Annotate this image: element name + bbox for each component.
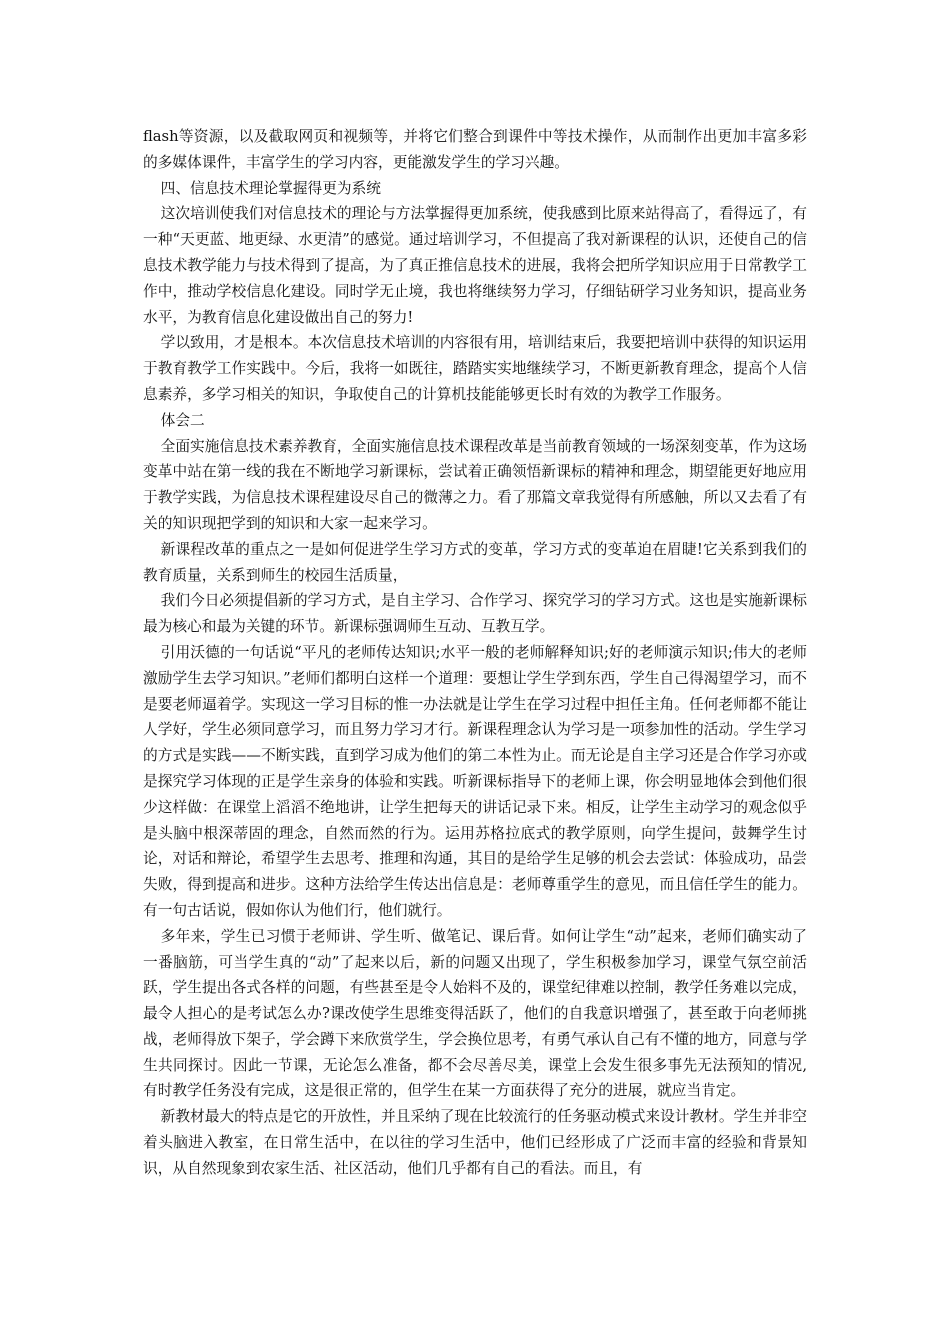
paragraph: 学以致用，才是根本。本次信息技术培训的内容很有用，培训结束后，我要把培训中获得的知识运用于教育教学工作实践中。今后，我将一如既往，踏踏实实地继续学习，不断更新教育理念，提高个人信息素养，多学习相关的知识，争取使自己的计算机技能能够更长时有效的为教学工作服务。 bbox=[143, 334, 807, 403]
paragraph: 新课程改革的重点之一是如何促进学生学习方式的变革，学习方式的变革迫在眉睫!它关系到我们的教育质量，关系到师生的校园生活质量， bbox=[143, 540, 807, 584]
paragraph: 我们今日必须提倡新的学习方式，是自主学习、合作学习、探究学习的学习方式。这也是实施新课标最为核心和最为关键的环节。新课标强调师生互动、互教互学。 bbox=[143, 592, 807, 636]
section-heading-4: 四、信息技术理论掌握得更为系统 bbox=[160, 179, 381, 197]
paragraph: 引用沃德的一句话说“平凡的老师传达知识;水平一般的老师解释知识;好的老师演示知识;伟大的老师激励学生去学习知识。”老师们都明白这样一个道理：要想让学生学到东西，学生自己得渴望学习，而不是要老师逼着学。实现这一学习目标的惟一办法就是让学生在学习过程中担任主角。任何老师都不能让人学好，学生必须同意学习，而且努力学习才行。新课程理念认为学习是一项参加性的活动。学生学习的方式是实践——不断实践，直到学习成为他们的第二本性为止。而无论是自主学习还是合作学习亦或是探究学习体现的正是学生亲身的体验和实践。听新课标指导下的老师上课，你会明显地体会到他们很少这样做：在课堂上滔滔不绝地讲，让学生把每天的讲话记录下来。相反，让学生主动学习的观念似乎是头脑中根深蒂固的理念，自然而然的行为。运用苏格拉底式的教学原则，向学生提问，鼓舞学生讨论，对话和辩论，希望学生去思考、推理和沟通，其目的是给学生足够的机会去尝试：体验成功，品尝失败，得到提高和进步。这种方法给学生传达出信息是：老师尊重学生的意见，而且信任学生的能力。有一句古话说，假如你认为他们行，他们就行。 bbox=[143, 643, 807, 919]
paragraph: 全面实施信息技术素养教育，全面实施信息技术课程改革是当前教育领域的一场深刻变革，作为这场变革中站在第一线的我在不断地学习新课标，尝试着正确领悟新课标的精神和理念，期望能更好地应用于教学实践，为信息技术课程建设尽自己的微薄之力。看了那篇文章我觉得有所感触，所以又去看了有关的知识现把学到的知识和大家一起来学习。 bbox=[143, 437, 807, 532]
paragraph: 这次培训使我们对信息技术的理论与方法掌握得更加系统，使我感到比原来站得高了，看得远了，有一种“天更蓝、地更绿、水更清”的感觉。通过培训学习，不但提高了我对新课程的认识，还使自己的信息技术教学能力与技术得到了提高，为了真正推信息技术的进展，我将会把所学知识应用于日常教学工作中，推动学校信息化建设。同时学无止境，我也将继续努力学习，仔细钻研学习业务知识，提高业务水平，为教育信息化建设做出自己的努力! bbox=[143, 205, 807, 326]
paragraph-continuation: flash等资源，以及截取网页和视频等，并将它们整合到课件中等技术操作，从而制作出更加丰富多彩的多媒体课件，丰富学生的学习内容，更能激发学生的学习兴趣。 bbox=[143, 128, 807, 171]
document-page bbox=[143, 124, 807, 1182]
paragraph: 多年来，学生已习惯于老师讲、学生听、做笔记、课后背。如何让学生“动”起来，老师们确实动了一番脑筋，可当学生真的“动”了起来以后，新的问题又出现了，学生积极参加学习，课堂气氛空前活跃，学生提出各式各样的问题，有些甚至是令人始料不及的，课堂纪律难以控制，教学任务难以完成，最令人担心的是考试怎么办?课改使学生思维变得活跃了，他们的自我意识增强了，甚至敢于向老师挑战，老师得放下架子，学会蹲下来欣赏学生，学会换位思考，有勇气承认自己有不懂的地方，同意与学生共同探讨。因此一节课，无论怎么准备，都不会尽善尽美，课堂上会发生很多事先无法预知的情况,有时教学任务没有完成，这是很正常的，但学生在某一方面获得了充分的进展，就应当肯定。 bbox=[143, 927, 807, 1100]
paragraph: 新教材最大的特点是它的开放性，并且采纳了现在比较流行的任务驱动模式来设计教材。学生并非空着头脑进入教室，在日常生活中，在以往的学习生活中，他们已经形成了广泛而丰富的经验和背景知识，从自然现象到农家生活、社区活动，他们几乎都有自己的看法。而且，有 bbox=[143, 1108, 807, 1177]
section-heading-tihui-2: 体会二 bbox=[160, 411, 205, 429]
